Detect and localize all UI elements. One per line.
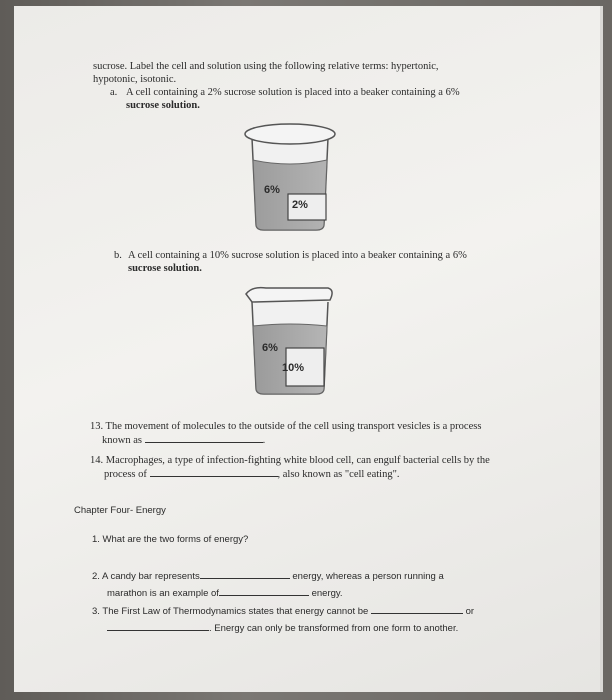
question-13-suffix: . [262, 435, 266, 446]
question-13-answer-blank[interactable] [145, 433, 263, 443]
energy-question-3-blank-1[interactable] [371, 604, 463, 614]
energy-question-2-line-1 [92, 569, 444, 583]
question-a-line-2: sucrose solution. [126, 100, 200, 111]
energy-question-2-end: energy. [311, 588, 343, 599]
intro-line-1: sucrose. Label the cell and solution using the following relative terms: hypertonic, [93, 61, 439, 72]
question-a-line-1: A cell containing a 2% sucrose solution is placed into a beaker containing a 6% [126, 87, 460, 98]
chapter-four-heading: Chapter Four- Energy [74, 505, 166, 516]
energy-question-3-line-1 [92, 604, 474, 618]
question-13-line-1: 13. The movement of molecules to the outside of the cell using transport vesicles is a process [90, 421, 482, 432]
energy-question-2-prefix: 2. A candy bar represents [92, 571, 200, 582]
energy-question-3-prefix: 3. The First Law of Thermodynamics states that energy cannot be [92, 606, 369, 617]
beaker-b-solution-label: 6% [262, 342, 278, 354]
cell-a-solution-label: 2% [292, 199, 308, 211]
question-13-prefix: known as [102, 435, 142, 446]
worksheet-page [14, 6, 603, 692]
question-14-prefix: process of [104, 469, 147, 480]
energy-question-2-blank-2[interactable] [219, 586, 309, 596]
energy-question-3-or: or [465, 606, 475, 617]
energy-question-2-line2-prefix: marathon is an example of [107, 588, 219, 599]
energy-question-2-line-2 [107, 586, 343, 600]
question-b-line-2: sucrose solution. [128, 263, 202, 274]
question-b-letter: b. [114, 250, 122, 261]
question-14-answer-blank[interactable] [150, 467, 278, 477]
energy-question-2-blank-1[interactable] [200, 569, 290, 579]
energy-question-1: 1. What are the two forms of energy? [92, 534, 249, 545]
energy-question-3-line-2 [107, 621, 458, 635]
question-13-line-2 [102, 433, 265, 447]
energy-question-2-mid: energy, whereas a person running a [292, 571, 444, 582]
question-b-line-1: A cell containing a 10% sucrose solution is placed into a beaker containing a 6% [128, 250, 467, 261]
beaker-b-diagram [242, 282, 338, 400]
energy-question-3-blank-2[interactable] [107, 621, 209, 631]
energy-question-3-end: . Energy can only be transformed from one form to another. [209, 623, 459, 634]
question-14-line-2 [104, 467, 400, 481]
intro-line-2: hypotonic, isotonic. [93, 74, 177, 85]
question-14-line-1: 14. Macrophages, a type of infection-fighting white blood cell, can engulf bacterial cells by the [90, 455, 490, 466]
cell-b-solution-label: 10% [282, 362, 305, 374]
question-14-suffix: , also known as "cell eating". [277, 469, 400, 480]
beaker-a-solution-label: 6% [264, 184, 280, 196]
beaker-a-diagram [242, 120, 338, 236]
question-a-letter: a. [110, 87, 118, 98]
